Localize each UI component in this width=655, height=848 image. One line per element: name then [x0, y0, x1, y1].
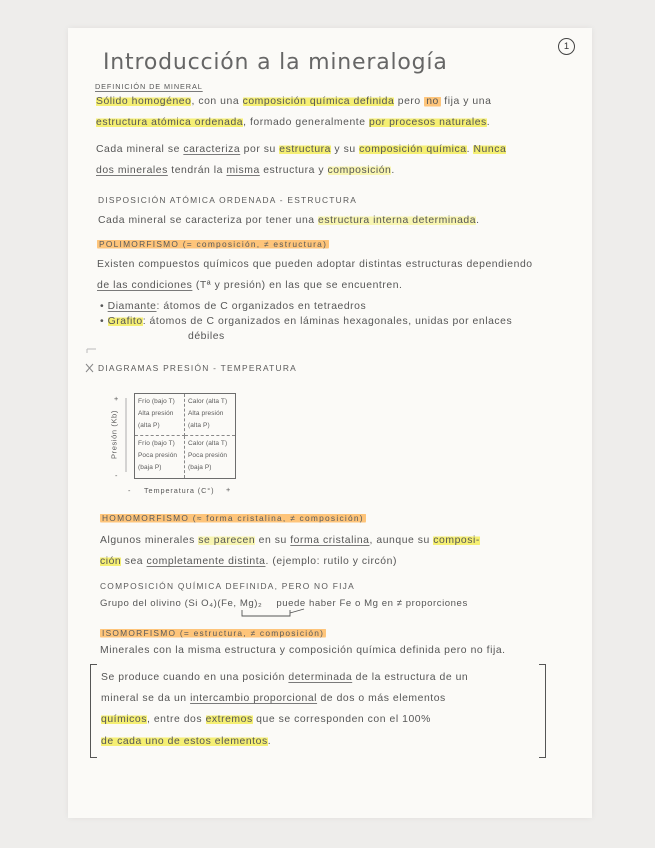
text: , formado generalmente: [243, 117, 369, 128]
text: Se produce cuando en una posición: [101, 672, 289, 683]
text: fija y una: [440, 96, 492, 107]
cell-text: Calor (alta T): [188, 398, 228, 405]
text: de dos o más elementos: [317, 693, 446, 704]
cell-hot-high-pressure: [185, 394, 235, 436]
structure-heading: DISPOSICIÓN ATÓMICA ORDENADA - ESTRUCTURA: [98, 195, 358, 205]
diagram-heading: DIAGRAMAS PRESIÓN - TEMPERATURA: [98, 363, 297, 373]
text: en su: [255, 535, 291, 546]
y-axis-line: [124, 398, 128, 472]
highlighted-text: HOMOMORFISMO (≈ forma cristalina, ≠ composición): [102, 513, 364, 523]
x-axis-plus: +: [226, 485, 232, 494]
underlined-text: de las condiciones: [97, 280, 193, 291]
page-title: Introducción a la mineralogía: [103, 50, 448, 75]
cell-text: (alta P): [138, 422, 160, 429]
definition-line-1: [96, 95, 491, 109]
text: puede haber Fe o Mg en ≠ proporciones: [276, 598, 468, 609]
underlined-text: intercambio proporcional: [190, 693, 318, 704]
right-bracket: [539, 664, 546, 758]
text: : átomos de C organizados en tetraedros: [156, 301, 367, 312]
text: mineral se da un: [101, 693, 191, 704]
text: , con una: [191, 96, 243, 107]
underlined-text: forma cristalina: [290, 535, 370, 546]
box-line-2: [101, 692, 446, 706]
highlighted-text: estructura atómica ordenada: [96, 117, 244, 128]
polymorphism-heading: [97, 237, 329, 251]
text: por su: [240, 144, 280, 155]
highlighted-text: estructura: [279, 144, 331, 155]
text: Cada mineral se caracteriza por tener una: [98, 215, 319, 226]
homomorphism-line-2: [100, 555, 397, 569]
text: .: [466, 144, 474, 155]
box-line-4: [101, 735, 271, 749]
highlighted-text: no: [426, 96, 439, 107]
underlined-text: dos minerales: [96, 165, 168, 176]
text: sea: [121, 556, 147, 567]
underlined-text: completamente distinta: [146, 556, 266, 567]
text: , aunque su: [369, 535, 434, 546]
text: (Tª y presión) en las que se encuentren.: [192, 280, 403, 291]
x-axis-minus: -: [128, 486, 132, 495]
cell-text: (baja P): [138, 464, 162, 471]
highlighted-text: de cada uno de estos elementos: [101, 736, 268, 747]
cell-text: Calor (alta T): [188, 440, 228, 447]
bracket-arrow-icon: [240, 609, 310, 621]
underlined-text: caracteriza: [183, 144, 241, 155]
cell-cold-high-pressure: [135, 394, 185, 436]
text: pero: [394, 96, 425, 107]
composition-heading: COMPOSICIÓN QUÍMICA DEFINIDA, PERO NO FIJA: [100, 581, 355, 591]
cell-text: (alta P): [188, 422, 210, 429]
highlighted-text: Grafito: [107, 316, 143, 327]
margin-mark-icon: [84, 348, 98, 378]
box-line-3: [101, 713, 431, 727]
cell-text: Frío (bajo T): [138, 398, 175, 405]
box-line-1: [101, 671, 468, 685]
definition-line-4: [96, 164, 395, 178]
highlighted-text: por procesos naturales: [368, 117, 487, 128]
left-bracket: [90, 664, 97, 758]
text: Cada mineral se: [96, 144, 184, 155]
cell-cold-low-pressure: [135, 436, 185, 478]
text: tendrán la: [167, 165, 227, 176]
text: y su: [330, 144, 360, 155]
x-axis-label: Temperatura (C°): [144, 486, 215, 495]
text: Grupo del olivino: [100, 598, 182, 609]
highlighted-text: POLIMORFISMO (= composición, ≠ estructura): [99, 239, 328, 249]
highlighted-text: químicos: [101, 714, 147, 725]
text: . (ejemplo: rutilo y circón): [265, 556, 397, 567]
cell-text: (baja P): [188, 464, 212, 471]
structure-line-1: [98, 214, 480, 228]
definition-line-2: [96, 116, 490, 130]
example-grafito-continued: débiles: [188, 331, 225, 342]
definition-line-3: [96, 143, 506, 157]
highlighted-text: composición: [327, 165, 392, 176]
cell-text: Alta presión: [138, 410, 174, 417]
highlighted-text: composi-: [433, 535, 480, 546]
y-axis-label: Presión (Kb): [109, 410, 119, 459]
highlighted-text: ción: [100, 556, 122, 567]
text: que se corresponden con el: [252, 714, 403, 725]
text: .: [391, 165, 395, 176]
highlighted-text: composición química definida: [242, 96, 395, 107]
isomorphism-heading: [100, 626, 326, 640]
text: : átomos de C organizados en láminas hexagonales, unidas por enlaces: [142, 316, 513, 327]
highlighted-text: extremos: [205, 714, 253, 725]
definition-heading: DEFINICIÓN DE MINERAL: [95, 82, 203, 91]
chemical-formula: (Si O₄)(Fe, Mg)₂: [184, 598, 263, 609]
cell-text: Alta presión: [188, 410, 224, 417]
example-grafito: [100, 315, 512, 329]
highlighted-text: Sólido homogéneo: [96, 96, 192, 107]
polymorphism-line-2: [97, 279, 402, 293]
text: .: [476, 215, 480, 226]
cell-text: Poca presión: [138, 452, 178, 459]
homomorphism-line-1: [100, 534, 480, 548]
y-axis-plus: +: [114, 394, 120, 403]
text: estructura y: [259, 165, 328, 176]
cell-hot-low-pressure: [185, 436, 235, 478]
highlighted-text: estructura interna determinada: [318, 215, 477, 226]
homomorphism-heading: [100, 511, 366, 525]
highlighted-text: composición química: [359, 144, 467, 155]
text: 100%: [402, 714, 431, 725]
text: de la estructura de un: [352, 672, 469, 683]
highlighted-text: Nunca: [473, 144, 507, 155]
highlighted-text: se parecen: [198, 535, 256, 546]
example-diamante: [100, 300, 366, 314]
polymorphism-line-1: Existen compuestos químicos que pueden adoptar distintas estructuras dependiendo: [97, 259, 533, 270]
text: , entre dos: [146, 714, 206, 725]
underlined-text: misma: [226, 165, 260, 176]
bullet: •: [100, 301, 105, 312]
text: Algunos minerales: [100, 535, 199, 546]
page-number: 1: [558, 38, 575, 55]
pressure-temperature-diagram: [134, 393, 236, 479]
text: .: [486, 117, 491, 128]
text: .: [267, 736, 272, 747]
cell-text: Poca presión: [188, 452, 228, 459]
underlined-text: determinada: [288, 672, 353, 683]
underlined-text: Diamante: [107, 301, 157, 312]
cell-text: Frío (bajo T): [138, 440, 175, 447]
bullet: •: [100, 316, 105, 327]
isomorphism-line-1: Minerales con la misma estructura y composición química definida pero no fija.: [100, 645, 506, 656]
y-axis-minus: -: [115, 471, 119, 480]
highlighted-text: ISOMORFISMO (= estructura, ≠ composición): [102, 628, 325, 638]
